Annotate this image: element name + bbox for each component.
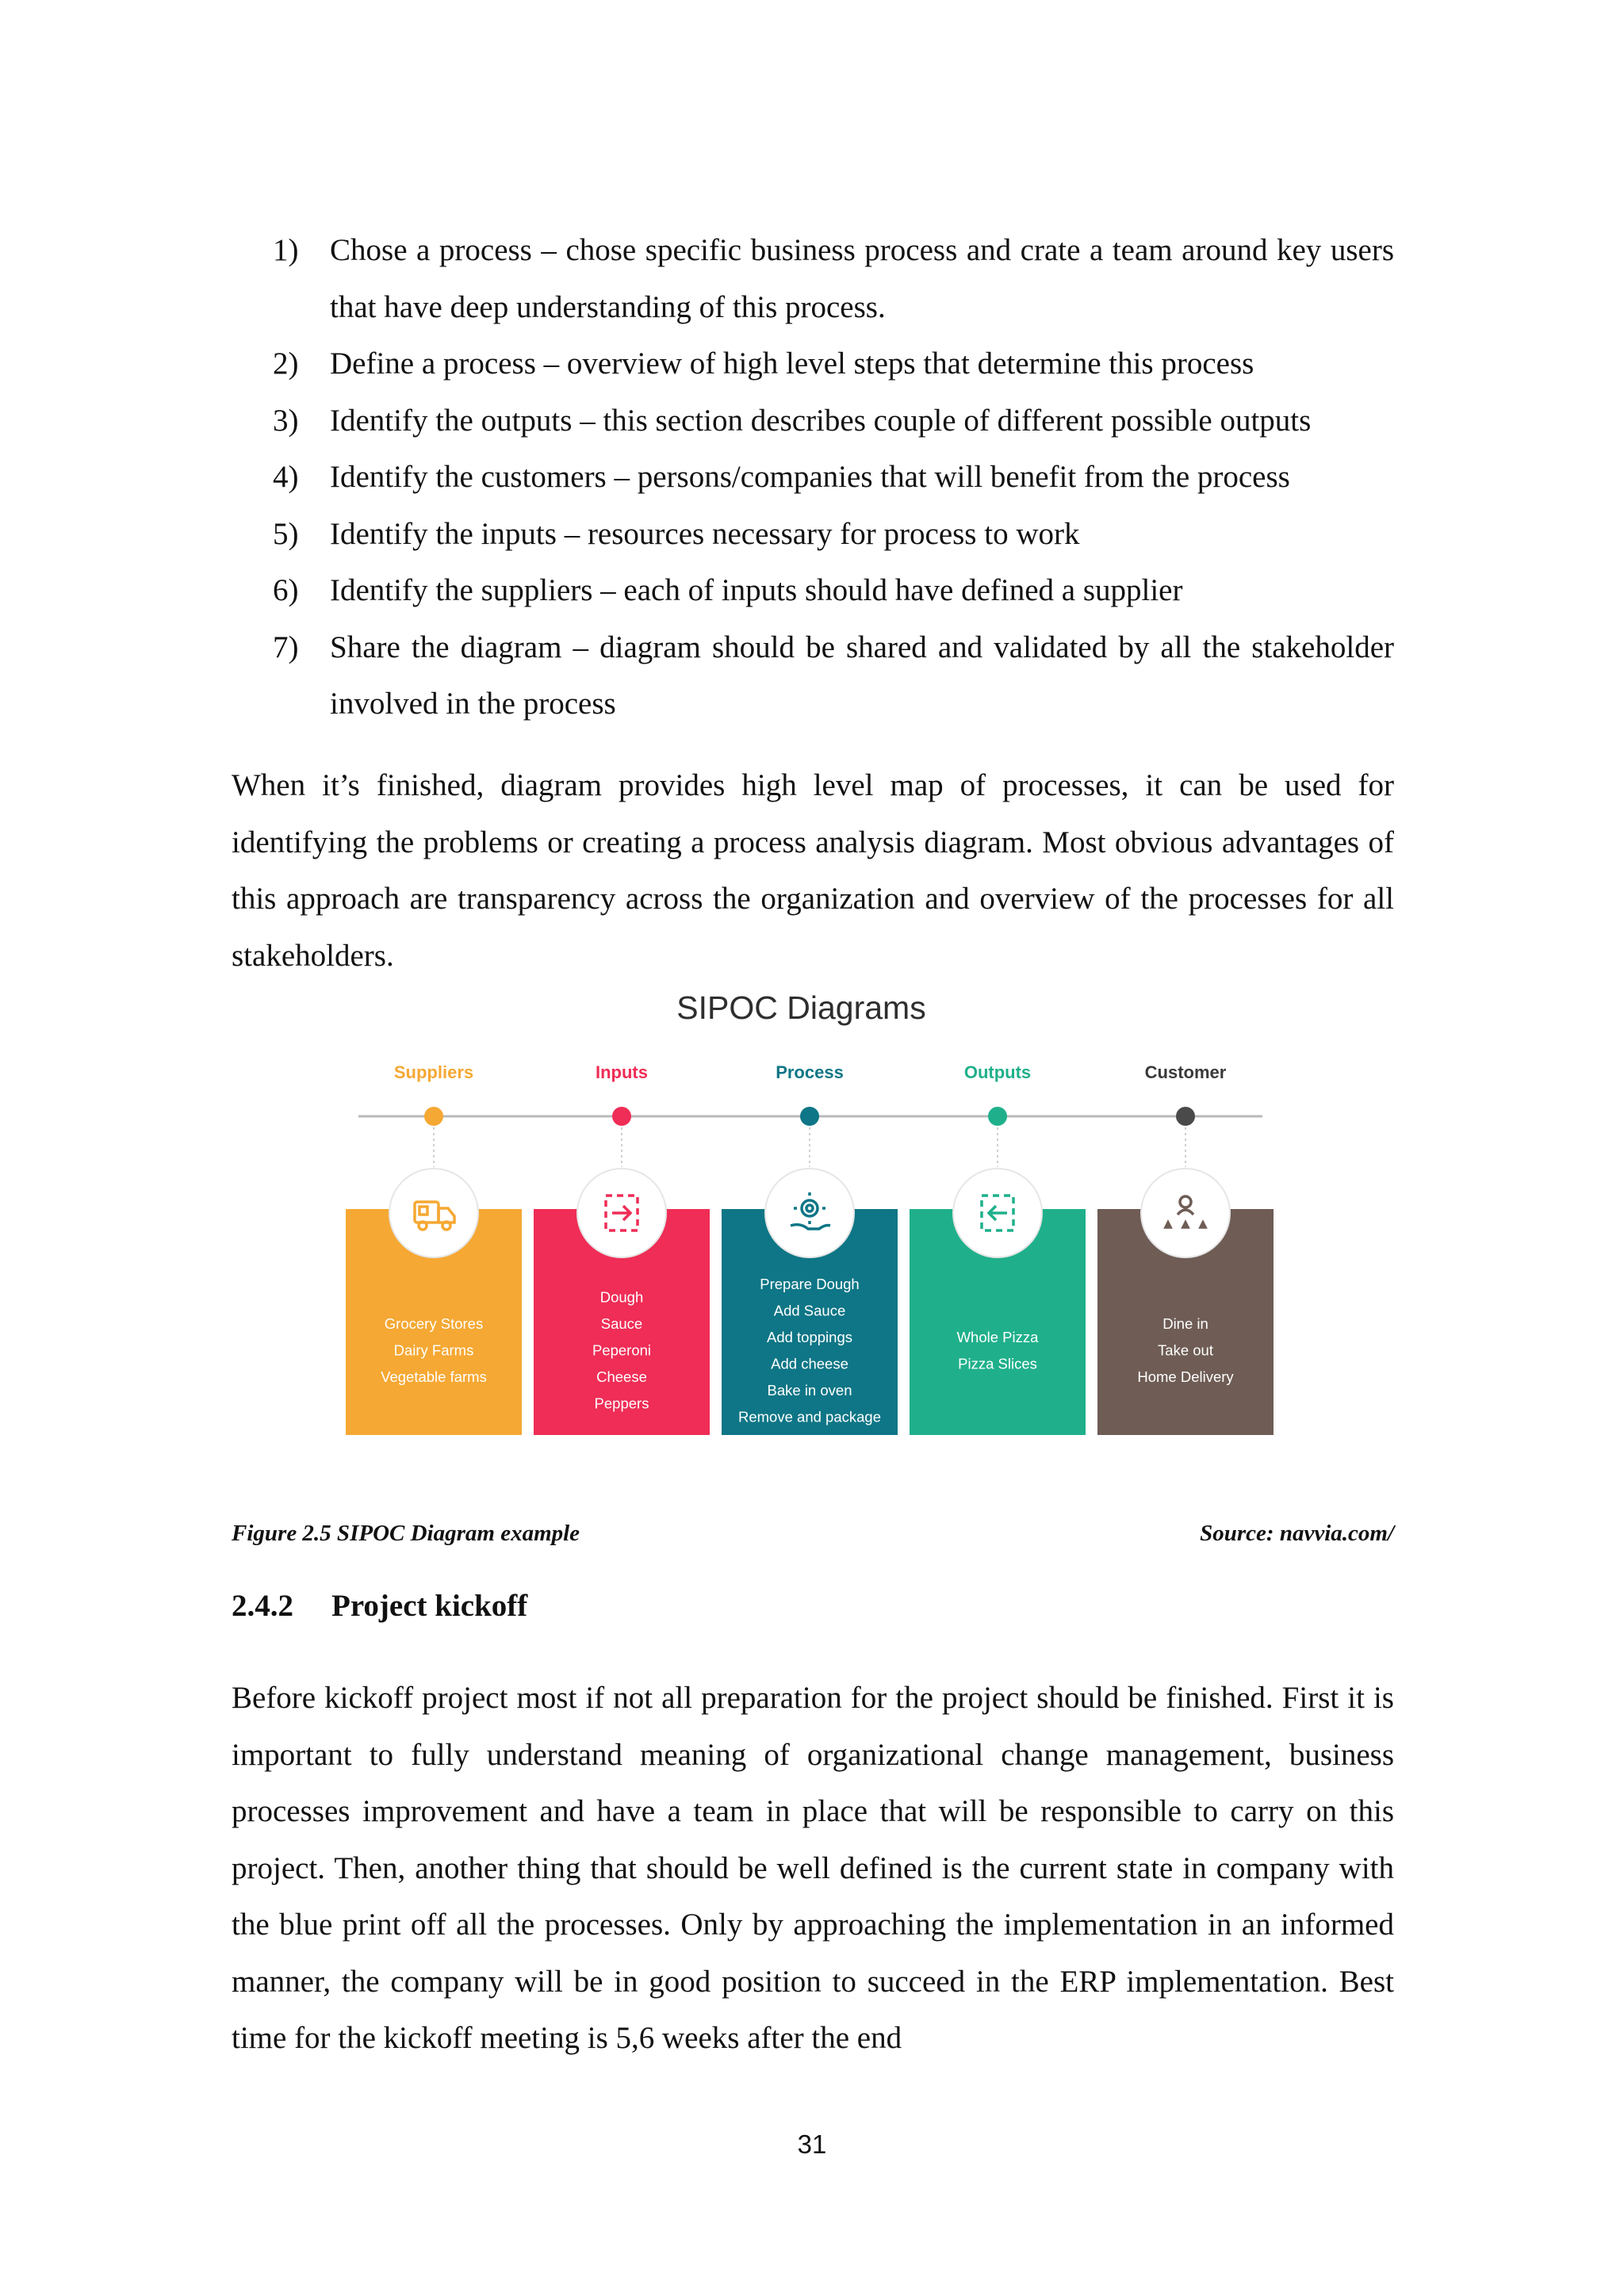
timeline-dot (800, 1107, 819, 1126)
column-item: Dairy Farms (393, 1341, 474, 1359)
figure-source: Source: navvia.com/ (1200, 1521, 1394, 1546)
list-text: Chose a process – chose specific business process and crate a team around key users that have deep understanding of this process. (330, 233, 1394, 324)
list-text: Define a process – overview of high level steps that determine this process (330, 346, 1254, 381)
timeline-dot (424, 1107, 443, 1126)
body-paragraph: Before kickoff project most if not all preparation for the project should be finished. First it is important to fully understand meaning of organizational change management, business processes improvement and have a team in place that will be responsible to carry on this project. Then, another thing that should be well defined is the current state in company with the blue print off all the processes. Only by approaching the implementation in an informed manner, the company will be in good position to succeed in the ERP implementation. Best time for the kickoff meeting is 5,6 weeks after the end (232, 1681, 1394, 2055)
figure-title: SIPOC Diagrams (676, 989, 926, 1026)
column-label: Inputs (596, 1062, 648, 1082)
timeline-dot (1176, 1107, 1195, 1126)
icon-circle (1141, 1169, 1230, 1257)
page-number: 31 (797, 2130, 827, 2159)
list-number: 1) (273, 233, 299, 267)
column-item: Dough (599, 1288, 644, 1306)
list-text: Identify the suppliers – each of inputs should have defined a supplier (330, 573, 1183, 607)
icon-circle (765, 1169, 854, 1257)
column-item: Dine in (1162, 1315, 1208, 1332)
list-item (232, 449, 1394, 506)
column-label: Process (776, 1062, 844, 1082)
list-number: 3) (273, 403, 299, 438)
body-paragraph: When it’s finished, diagram provides high level map of processes, it can be used for identifying the problems or creating a process analysis diagram. Most obvious advantages of this approach are transparency across the organization and overview of the processes for all stakeholders. (232, 768, 1394, 973)
list-number: 6) (273, 573, 299, 607)
column-item: Home Delivery (1137, 1368, 1234, 1385)
column-label: Suppliers (393, 1062, 474, 1082)
column-item: Take out (1158, 1341, 1213, 1359)
column-item: Grocery Stores (384, 1315, 484, 1332)
list-text: Identify the customers – persons/companies that will benefit from the process (330, 460, 1290, 494)
list-item (232, 335, 1394, 392)
list-number: 2) (273, 346, 299, 381)
section-title: Project kickoff (331, 1589, 528, 1623)
column-item: Sauce (600, 1315, 643, 1332)
list-item (232, 619, 1394, 733)
column-item: Peperoni (592, 1341, 652, 1359)
column-item: Whole Pizza (956, 1328, 1039, 1345)
column-item: Add toppings (766, 1328, 853, 1345)
list-item (232, 222, 1394, 335)
figure-caption: Figure 2.5 SIPOC Diagram example (232, 1521, 580, 1546)
timeline-dot (988, 1107, 1007, 1126)
column-item: Peppers (594, 1395, 649, 1412)
list-text: Share the diagram – diagram should be shared and validated by all the stakeholder involved in the process (330, 629, 1394, 721)
column-item: Prepare Dough (760, 1275, 860, 1292)
list-number: 4) (273, 460, 299, 494)
column-item: Vegetable farms (381, 1368, 487, 1385)
column-item: Add cheese (771, 1355, 848, 1372)
column-item: Remove and package (738, 1408, 881, 1425)
list-number: 7) (273, 629, 299, 664)
column-label: Outputs (963, 1062, 1032, 1082)
column-item: Pizza Slices (958, 1355, 1037, 1372)
steps-list (232, 222, 1394, 733)
list-number: 5) (273, 516, 299, 551)
timeline-dot (612, 1107, 631, 1126)
list-item (232, 506, 1394, 563)
column-item: Bake in oven (767, 1381, 852, 1399)
section-number: 2.4.2 (232, 1589, 293, 1623)
list-item (232, 392, 1394, 450)
list-item (232, 562, 1394, 619)
sipoc-diagram (333, 983, 1293, 1475)
column-label: Customer (1144, 1062, 1227, 1082)
icon-circle (389, 1169, 478, 1257)
figure-caption-row (232, 1521, 1394, 1547)
list-text: Identify the inputs – resources necessary for process to work (330, 516, 1080, 551)
section-heading (232, 1588, 527, 1624)
sipoc-figure (333, 983, 1293, 1475)
list-text: Identify the outputs – this section describes couple of different possible outputs (330, 403, 1312, 438)
column-item: Cheese (596, 1368, 647, 1385)
column-item: Add Sauce (773, 1302, 846, 1319)
